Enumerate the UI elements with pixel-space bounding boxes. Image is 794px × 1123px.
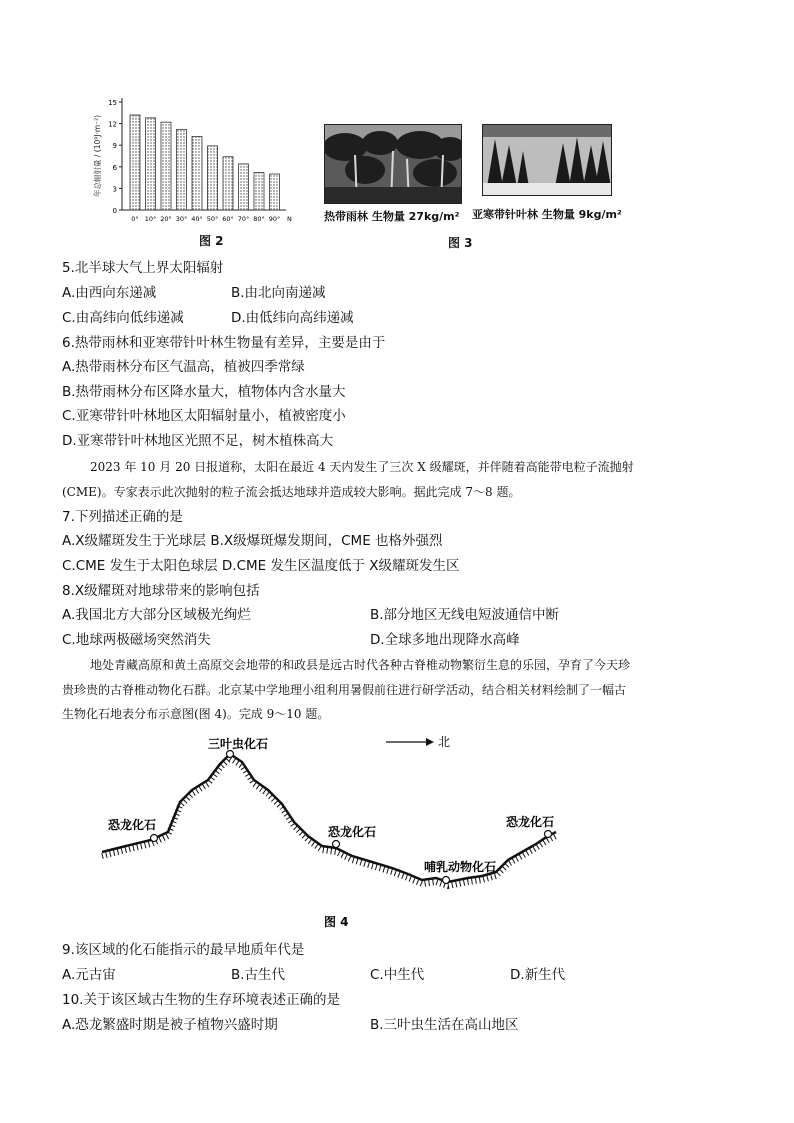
x-axis-unit: N <box>287 215 292 223</box>
passage-2-line-1: 地处青藏高原和黄土高原交会地带的和政县是远古时代各种古脊椎动物繁衍生息的乐园，孕育了今天珍 <box>90 658 631 672</box>
question-9-option-c: C.中生代 <box>370 967 425 983</box>
x-tick-label: 50° <box>206 215 219 223</box>
figure-3-caption: 图 3 <box>448 236 473 250</box>
figure-4-caption: 图 4 <box>324 915 349 929</box>
question-6-stem: 6.热带雨林和亚寒带针叶林生物量有差异，主要是由于 <box>62 335 386 351</box>
y-tick-label: 6 <box>112 163 117 172</box>
question-10-option-b: B.三叶虫生活在高山地区 <box>370 1017 519 1033</box>
question-6-option-a: A.热带雨林分布区气温高，植被四季常绿 <box>62 359 305 375</box>
passage-1-line-1: 2023 年 10 月 20 日报道称，太阳在最近 4 天内发生了三次 X 级耀斑，并伴随着高能带电粒子流抛射 <box>90 460 634 474</box>
x-tick-label: 80° <box>253 215 265 223</box>
question-5-option-c: C.由高纬向低纬递减 <box>62 310 184 326</box>
question-10-stem: 10.关于该区域古生物的生存环境表述正确的是 <box>62 992 340 1008</box>
bar-5 <box>208 146 218 210</box>
question-6-option-c: C.亚寒带针叶林地区太阳辐射量小，植被密度小 <box>62 408 346 424</box>
question-9-option-d: D.新生代 <box>510 967 566 983</box>
x-tick-label: 70° <box>237 215 250 223</box>
bar-7 <box>239 164 249 210</box>
x-tick-label: 10° <box>144 215 157 223</box>
passage-2-line-2: 贵珍贵的古脊椎动物化石群。北京某中学地理小组利用暑假前往进行研学活动，结合相关材料绘制了一幅古 <box>62 683 627 697</box>
x-tick-label: 60° <box>222 215 234 223</box>
question-8-stem: 8.X级耀斑对地球带来的影响包括 <box>62 583 260 599</box>
passage-1-line-2: (CME)。专家表示此次抛射的粒子流会抵达地球并造成较大影响。据此完成 7～8 题。 <box>62 485 521 499</box>
bar-4 <box>192 137 202 210</box>
question-5-stem: 5.北半球大气上界太阳辐射 <box>62 260 224 276</box>
rainforest-caption: 热带雨林 生物量 27kg/m² <box>324 210 460 223</box>
question-8-option-a: A.我国北方大部分区域极光绚烂 <box>62 607 251 623</box>
bar-1 <box>146 118 156 210</box>
y-tick-label: 3 <box>112 185 117 194</box>
bar-2 <box>161 122 171 210</box>
dinosaur-fossil-marker-middle <box>333 841 340 848</box>
dinosaur-fossil-marker-right <box>545 831 552 838</box>
y-tick-label: 12 <box>108 120 117 129</box>
x-tick-label: 20° <box>160 215 172 223</box>
question-5-option-b: B.由北向南递减 <box>231 285 326 301</box>
bar-0 <box>130 115 140 210</box>
figure-2-caption: 图 2 <box>199 234 224 248</box>
dinosaur-fossil-label-left: 恐龙化石 <box>108 818 157 832</box>
question-5-option-a: A.由西向东递减 <box>62 285 157 301</box>
question-8-option-d: D.全球多地出现降水高峰 <box>370 632 520 648</box>
y-axis-label: 年总辐射量 / (10⁹J·m⁻²) <box>93 114 102 198</box>
trilobite-fossil-marker <box>227 751 234 758</box>
y-tick-label: 9 <box>112 142 117 151</box>
bar-6 <box>223 157 233 210</box>
mammal-fossil-marker <box>443 877 450 884</box>
dinosaur-fossil-marker-left <box>151 835 158 842</box>
tropical-rainforest-photo <box>324 124 462 204</box>
taiga-photo <box>482 124 612 196</box>
question-9-stem: 9.该区域的化石能指示的最早地质年代是 <box>62 942 305 958</box>
question-10-option-a: A.恐龙繁盛时期是被子植物兴盛时期 <box>62 1017 278 1033</box>
y-tick-label: 15 <box>108 99 117 107</box>
question-5-option-d: D.由低纬向高纬递减 <box>231 310 354 326</box>
north-label: 北 <box>438 735 451 749</box>
x-tick-label: 90° <box>268 215 281 223</box>
x-tick-label: 40° <box>191 215 203 223</box>
question-6-option-b: B.热带雨林分布区降水量大，植物体内含水量大 <box>62 384 346 400</box>
question-8-option-b: B.部分地区无线电短波通信中断 <box>370 607 560 623</box>
passage-2-line-3: 生物化石地表分布示意图(图 4)。完成 9～10 题。 <box>62 707 330 721</box>
mammal-fossil-label: 哺乳动物化石 <box>424 860 497 874</box>
bar-8 <box>254 173 264 210</box>
radiation-bar-chart <box>90 88 300 230</box>
bar-3 <box>177 129 187 210</box>
question-8-option-c: C.地球两极磁场突然消失 <box>62 632 211 648</box>
fossil-distribution-diagram <box>96 732 576 932</box>
north-arrow-head <box>426 738 434 746</box>
taiga-caption: 亚寒带针叶林 生物量 9kg/m² <box>472 208 622 221</box>
trilobite-fossil-label: 三叶虫化石 <box>208 737 269 751</box>
question-7-options-line-2: C.CME 发生于太阳色球层 D.CME 发生区温度低于 X级耀斑发生区 <box>62 558 460 574</box>
question-6-option-d: D.亚寒带针叶林地区光照不足，树木植株高大 <box>62 433 334 449</box>
question-9-option-b: B.古生代 <box>231 967 286 983</box>
dinosaur-fossil-label-right: 恐龙化石 <box>506 815 555 829</box>
y-tick-label: 0 <box>112 207 117 215</box>
question-7-stem: 7.下列描述正确的是 <box>62 509 183 525</box>
question-7-options-line-1: A.X级耀斑发生于光球层 B.X级爆斑爆发期间，CME 也格外强烈 <box>62 533 443 549</box>
x-tick-label: 30° <box>175 215 188 223</box>
bar-9 <box>270 174 280 210</box>
x-tick-label: 0° <box>131 215 139 223</box>
question-9-option-a: A.元古宙 <box>62 967 116 983</box>
dinosaur-fossil-label-middle: 恐龙化石 <box>328 825 377 839</box>
